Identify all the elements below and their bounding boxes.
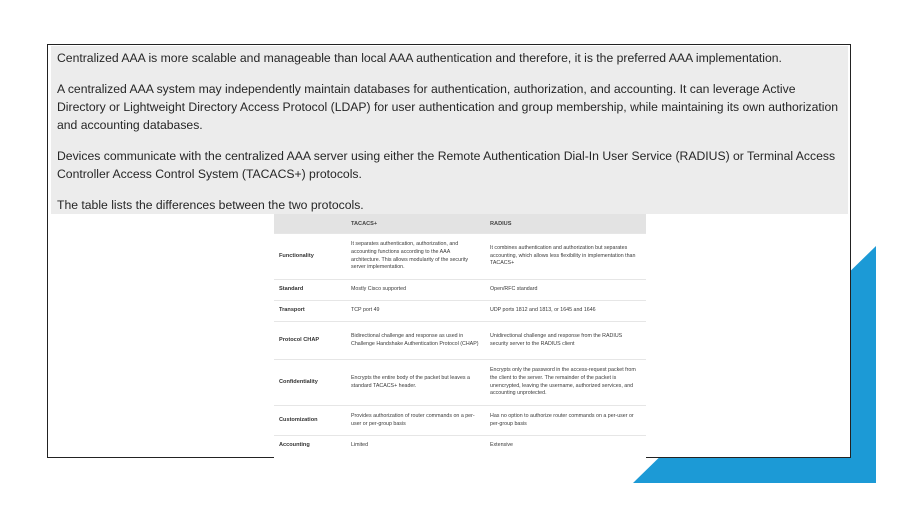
row-feature: Confidentiality <box>274 360 346 406</box>
row-radius: Encrypts only the password in the access-request packet from the client to the server. The remainder of the packet is unencrypted, leaving the username, authorized services, and accounting unprotected. <box>485 360 646 406</box>
table-row <box>274 234 646 280</box>
row-feature: Functionality <box>274 234 346 280</box>
row-feature: Protocol CHAP <box>274 322 346 360</box>
comparison-table <box>274 214 646 457</box>
row-radius: Unidirectional challenge and response from the RADIUS security server to the RADIUS client <box>485 322 646 360</box>
row-radius: Has no option to authorize router commands on a per-user or per-group basis <box>485 406 646 436</box>
comparison-table-image <box>274 214 646 459</box>
table-row <box>274 406 646 436</box>
row-tacacs: Limited <box>346 436 485 457</box>
row-tacacs: TCP port 49 <box>346 301 485 322</box>
row-feature: Transport <box>274 301 346 322</box>
row-radius: It combines authentication and authorization but separates accounting, which allows less flexibility in implementation than TACACS+ <box>485 234 646 280</box>
paragraph-intro: Centralized AAA is more scalable and manageable than local AAA authentication and therefore, it is the preferred AAA implementation. <box>57 51 782 65</box>
header-radius: RADIUS <box>485 214 646 234</box>
paragraph-table-intro: The table lists the differences between the two protocols. <box>57 198 364 212</box>
row-tacacs: Bidirectional challenge and response as used in Challenge Handshake Authentication Protocol (CHAP) <box>346 322 485 360</box>
table-row <box>274 301 646 322</box>
paragraph-protocols: Devices communicate with the centralized AAA server using either the Remote Authentication Dial-In User Service (RADIUS) or Terminal Access Controller Access Control System (TACACS+) protocols. <box>57 149 836 181</box>
row-tacacs: Mostly Cisco supported <box>346 280 485 301</box>
row-feature: Standard <box>274 280 346 301</box>
row-feature: Accounting <box>274 436 346 457</box>
header-feature <box>274 214 346 234</box>
table-row <box>274 360 646 406</box>
table-row <box>274 322 646 360</box>
header-tacacs: TACACS+ <box>346 214 485 234</box>
table-header-row <box>274 214 646 234</box>
row-radius: Extensive <box>485 436 646 457</box>
paragraph-centralized-aaa: A centralized AAA system may independently maintain databases for authentication, authorization, and accounting. It can leverage Active Directory or Lightweight Directory Access Protocol (LDAP) for user authentication and group membership, while maintaining its own authorization and accounting databases. <box>57 82 839 132</box>
row-feature: Customization <box>274 406 346 436</box>
row-tacacs: Encrypts the entire body of the packet but leaves a standard TACACS+ header. <box>346 360 485 406</box>
row-radius: Open/RFC standard <box>485 280 646 301</box>
table-row <box>274 280 646 301</box>
row-radius: UDP ports 1812 and 1813, or 1645 and 1646 <box>485 301 646 322</box>
row-tacacs: Provides authorization of router commands on a per-user or per-group basis <box>346 406 485 436</box>
table-row <box>274 436 646 457</box>
row-tacacs: It separates authentication, authorization, and accounting functions according to the AAA architecture. This allows modularity of the security server implementation. <box>346 234 485 280</box>
